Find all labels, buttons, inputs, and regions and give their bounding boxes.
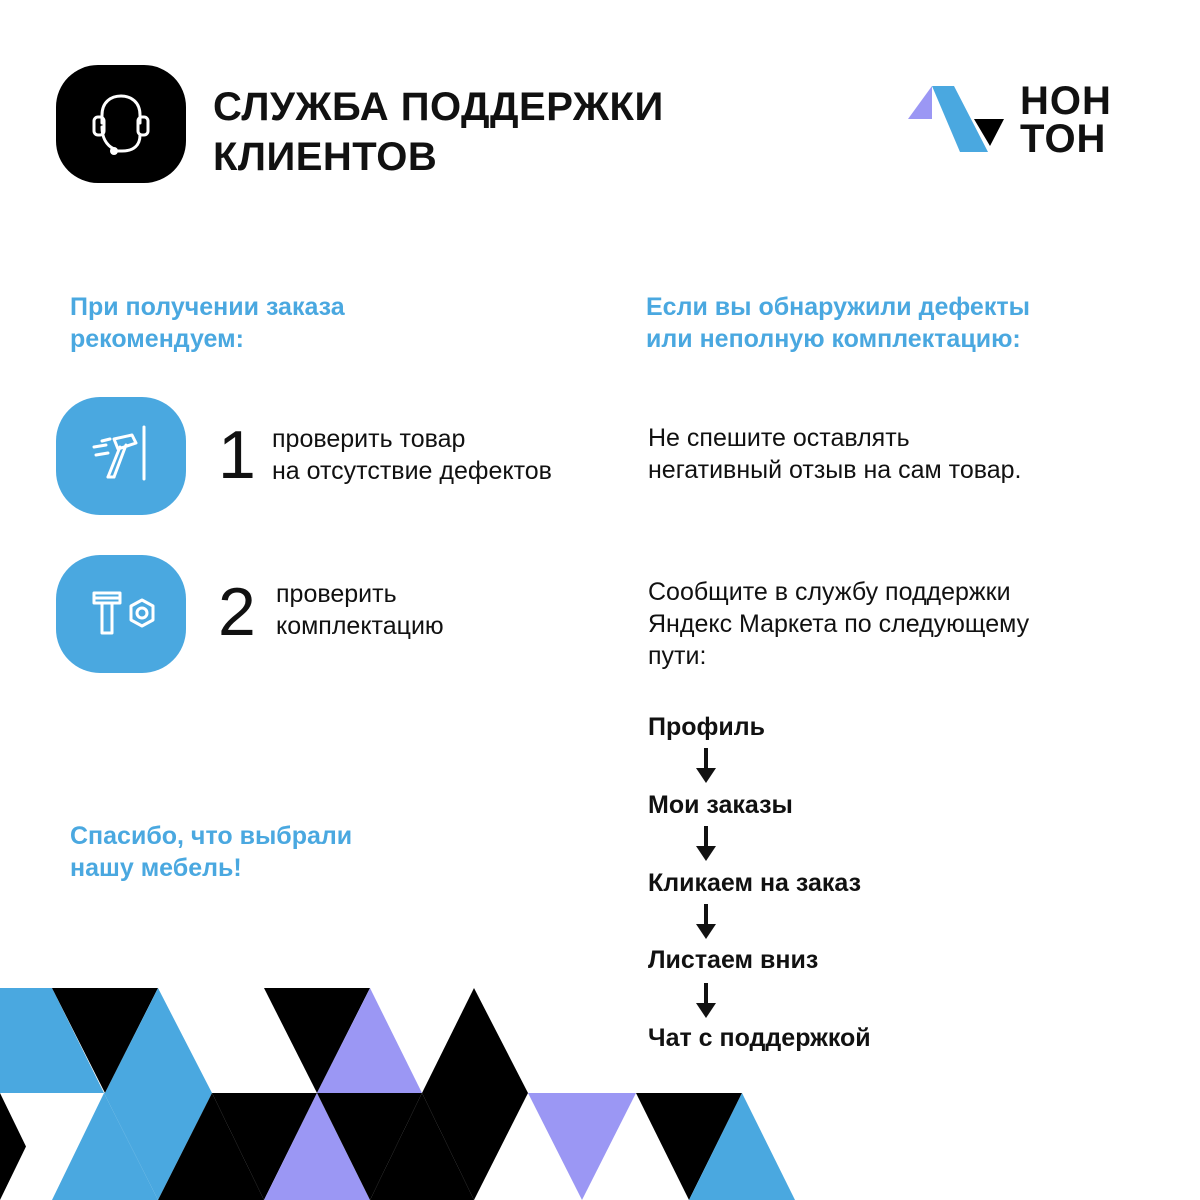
left-heading-line-2: рекомендуем:: [70, 325, 244, 353]
right-paragraph-1: [648, 422, 1022, 486]
thanks-line-2: нашу мебель!: [70, 854, 242, 882]
path-step-my-orders: Мои заказы: [648, 791, 793, 819]
step-1-number: 1: [218, 417, 256, 493]
right-heading: [646, 291, 1030, 355]
arrow-down-icon: [694, 748, 718, 784]
brand-logo-mark: [908, 86, 1008, 154]
thanks-message: [70, 820, 352, 884]
right-paragraph-2: [648, 576, 1029, 672]
pattern-triangle: [528, 1093, 636, 1200]
path-step-scroll-down: Листаем вниз: [648, 946, 819, 974]
step-1-text: [272, 423, 552, 487]
step-2-icon-badge: [56, 555, 186, 673]
right-paragraph-2-line-1: Сообщите в службу поддержки: [648, 578, 1011, 606]
path-step-profile: Профиль: [648, 713, 766, 741]
path-step-click-order: Кликаем на заказ: [648, 869, 862, 897]
bolt-nut-icon: [56, 555, 186, 673]
page-title: [213, 82, 664, 182]
hammer-icon: [56, 397, 186, 515]
pattern-triangle: [422, 988, 528, 1093]
step-2-text-line-1: проверить: [276, 580, 397, 608]
brand-line-2: ТОН: [1020, 117, 1107, 161]
title-line-2: КЛИЕНТОВ: [213, 135, 438, 179]
title-line-1: СЛУЖБА ПОДДЕРЖКИ: [213, 85, 664, 129]
step-2-text: [276, 578, 444, 642]
right-paragraph-1-line-2: негативный отзыв на сам товар.: [648, 456, 1022, 484]
left-heading-line-1: При получении заказа: [70, 293, 345, 321]
step-1-icon-badge: [56, 397, 186, 515]
right-heading-line-1: Если вы обнаружили дефекты: [646, 293, 1030, 321]
headset-icon: [56, 65, 186, 183]
brand-line-1: НОН: [1020, 79, 1112, 123]
step-2-text-line-2: комплектацию: [276, 612, 444, 640]
left-heading: [70, 291, 345, 355]
right-paragraph-2-line-2: Яндекс Маркета по следующему: [648, 610, 1030, 638]
brand-logo-text: [1020, 79, 1112, 161]
arrow-down-icon: [694, 826, 718, 862]
header-icon-badge: [56, 65, 186, 183]
thanks-line-1: Спасибо, что выбрали: [70, 822, 353, 850]
arrow-down-icon: [694, 904, 718, 940]
step-1-text-line-2: на отсутствие дефектов: [272, 457, 552, 485]
step-1-text-line-1: проверить товар: [272, 425, 466, 453]
logo-purple-triangle: [908, 86, 932, 119]
path-step-support-chat: Чат с поддержкой: [648, 1024, 871, 1052]
right-paragraph-2-line-3: пути:: [648, 642, 707, 670]
step-2-number: 2: [218, 574, 256, 650]
right-heading-line-2: или неполную комплектацию:: [646, 325, 1021, 353]
decorative-triangle-pattern: [0, 988, 800, 1200]
right-paragraph-1-line-1: Не спешите оставлять: [648, 424, 910, 452]
